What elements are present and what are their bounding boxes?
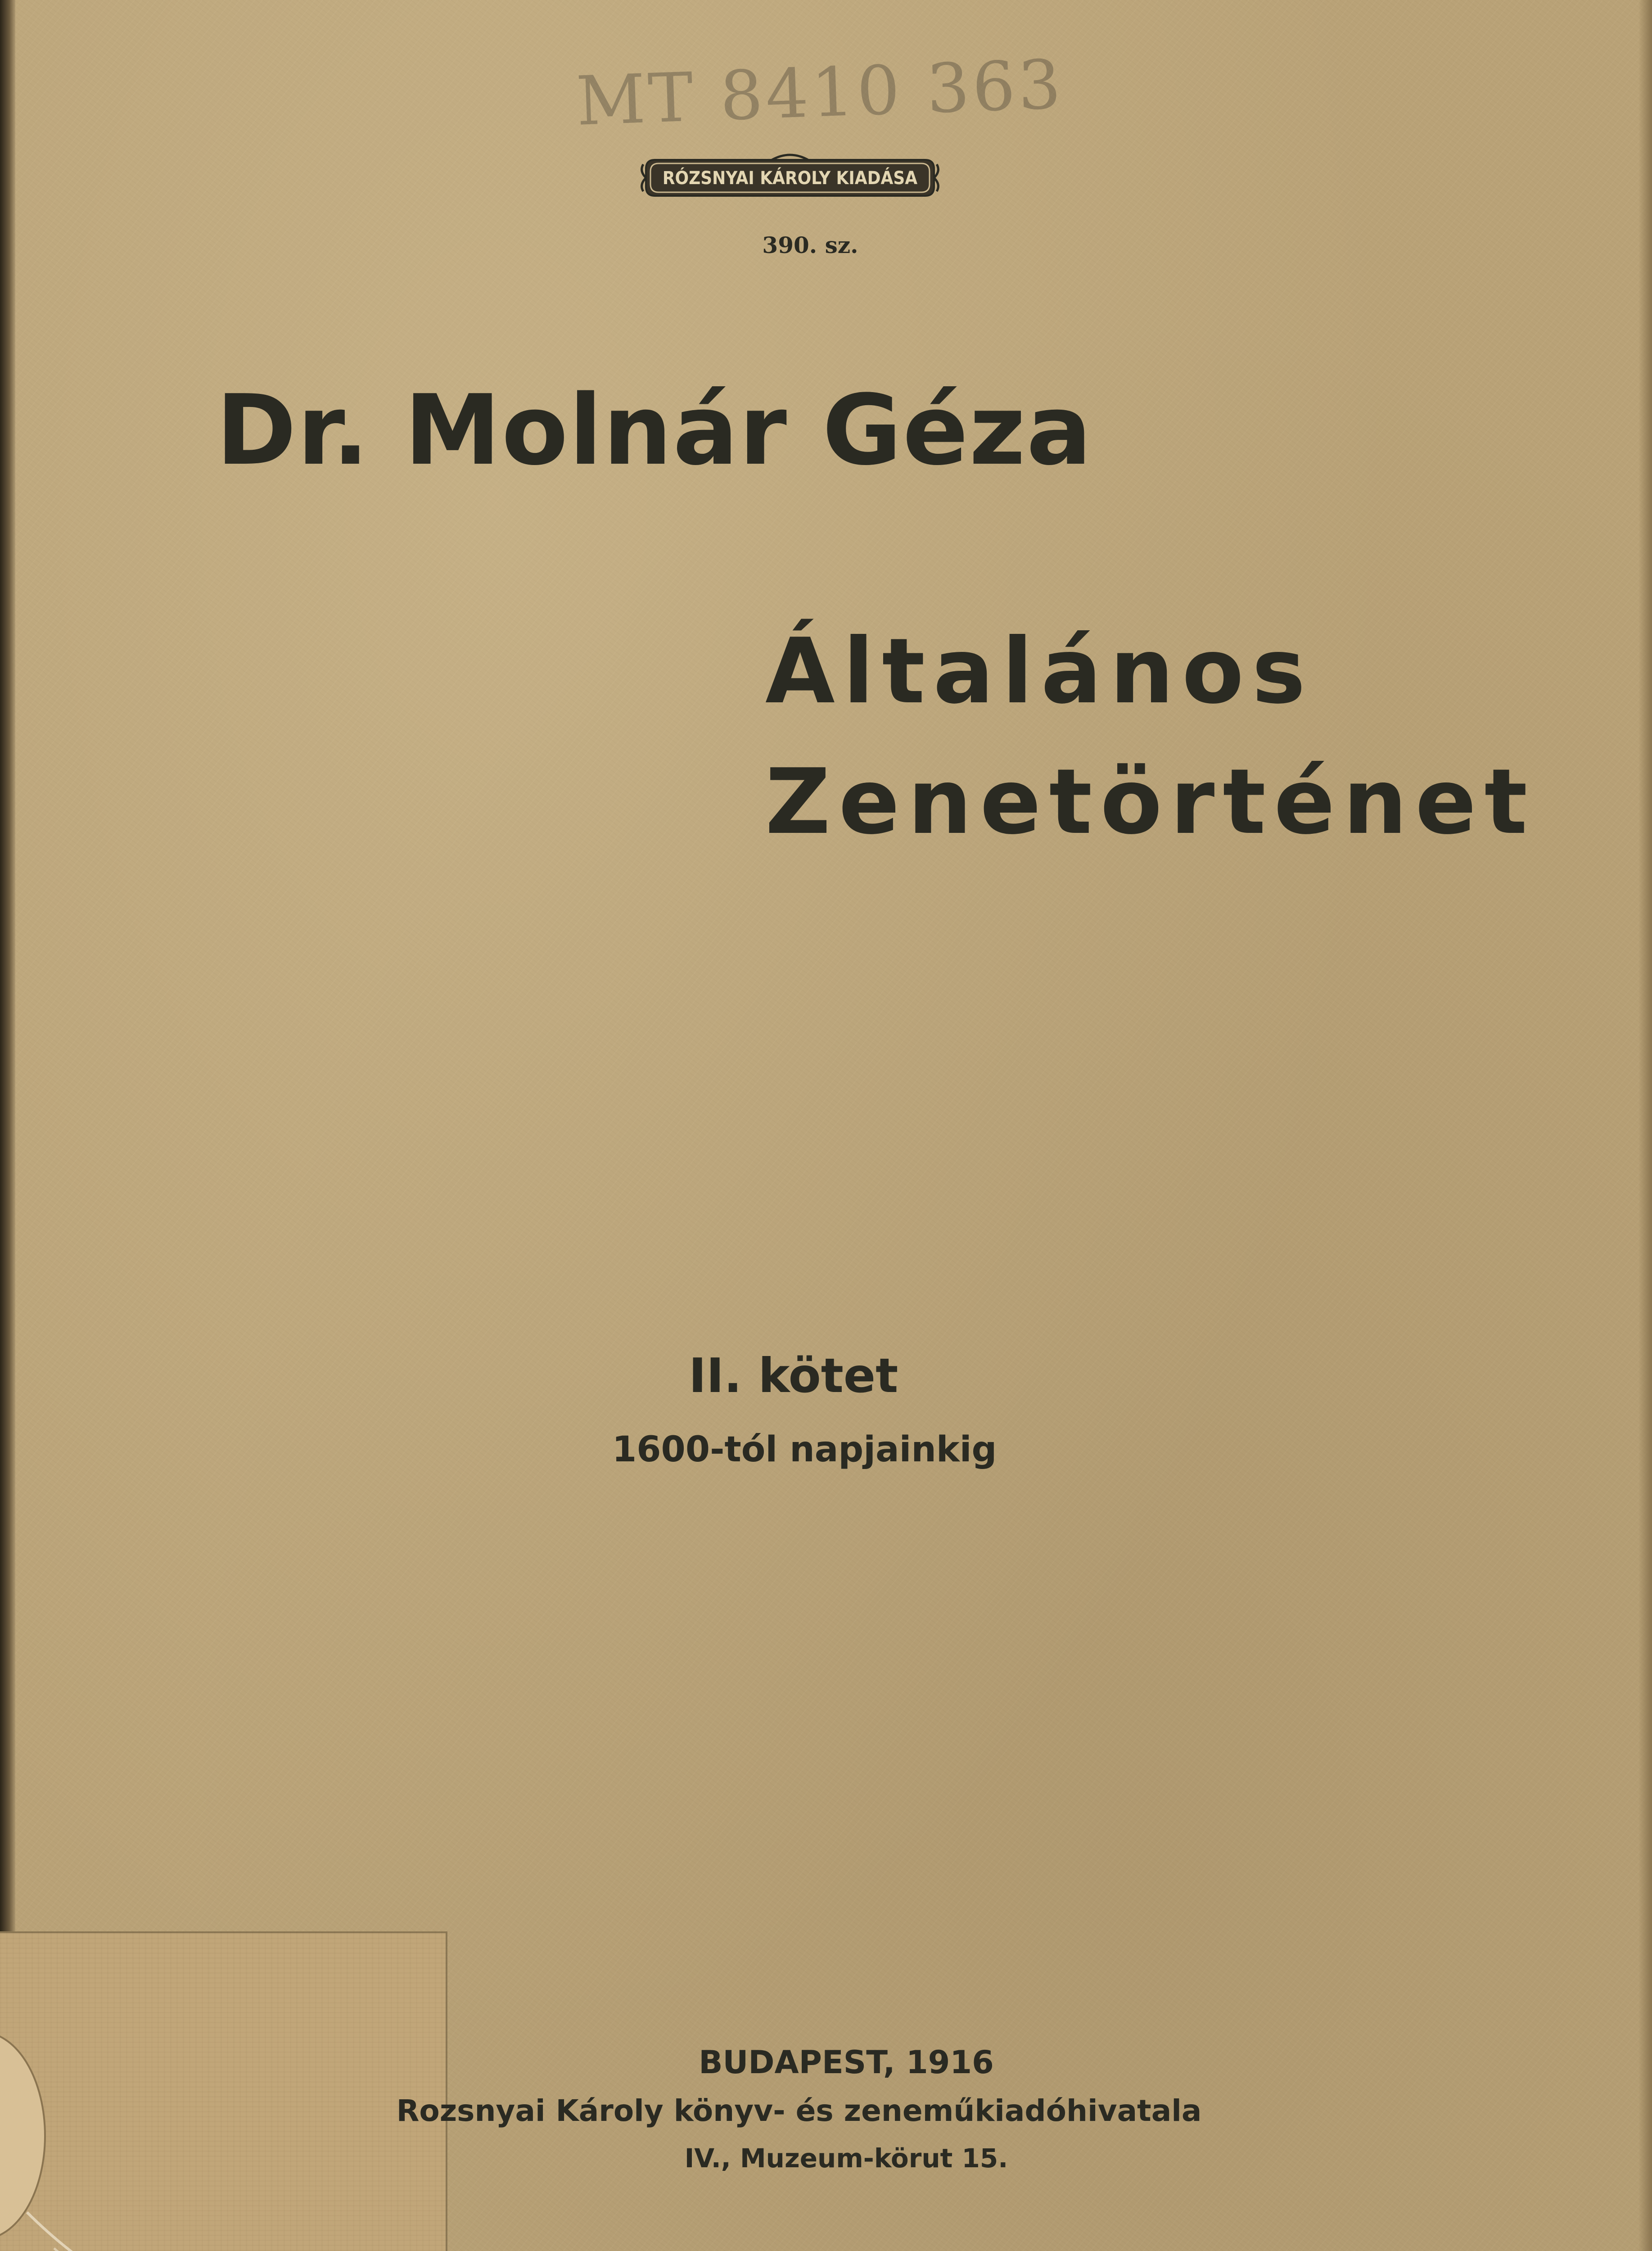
publisher-badge-frame (637, 151, 943, 205)
page-edge (1638, 0, 1652, 2251)
issue-number: 390. sz. (762, 232, 858, 258)
imprint-place-year: BUDAPEST, 1916 (699, 2044, 994, 2081)
title-line-2: Zenetörténet (765, 750, 1536, 854)
imprint-address: IV., Muzeum-körut 15. (684, 2143, 1008, 2174)
library-label (0, 1931, 447, 2251)
publisher-badge-text: RÓZSNYAI KÁROLY KIADÁSA (662, 168, 918, 189)
subtitle: 1600-tól napjainkig (612, 1429, 997, 1470)
volume-label: II. kötet (689, 1348, 898, 1403)
spine-edge (0, 0, 15, 2251)
title-line-1: Általános (765, 619, 1314, 724)
handwritten-shelfmark: MT 8410 363 (575, 45, 1065, 141)
label-scratches (0, 1933, 446, 2251)
author-name: Dr. Molnár Géza (216, 374, 1093, 487)
publisher-badge (637, 151, 943, 205)
imprint-publisher: Rozsnyai Károly könyv- és zeneműkiadóhivatala (396, 2093, 1202, 2128)
